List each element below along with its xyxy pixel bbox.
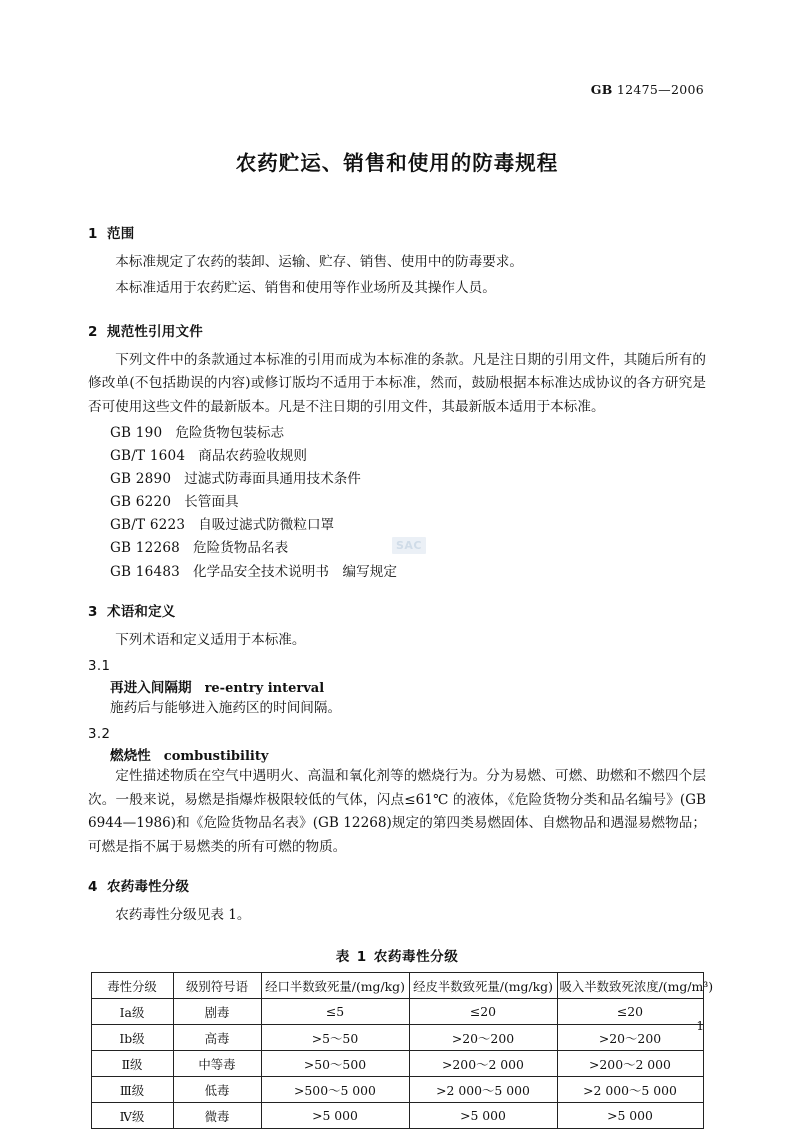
- cell-oral: >5 000: [261, 1103, 409, 1129]
- table-caption-label: 表: [335, 949, 350, 966]
- column-header-inhalation-lc50: 吸入半数致死浓度/(mg/m³): [557, 973, 703, 999]
- reference-code: GB 12268: [110, 540, 181, 557]
- clause-1-paragraph-2: 本标准适用于农药贮运、销售和使用等作业场所及其操作人员。: [115, 280, 496, 297]
- cell-symbol: 剧毒: [173, 999, 261, 1025]
- cell-oral: ≤5: [261, 999, 409, 1025]
- clause-title-4: 农药毒性分级: [107, 878, 190, 895]
- cell-symbol: 高毒: [173, 1025, 261, 1051]
- reference-title: 长管面具: [184, 494, 239, 511]
- column-header-dermal-ld50: 经皮半数致死量/(mg/kg): [409, 973, 557, 999]
- toxicity-classification-table: [91, 972, 714, 1129]
- reference-code: GB/T 6223: [110, 517, 186, 534]
- cell-grade: Ⅰb级: [91, 1025, 173, 1051]
- table-row: [91, 1051, 703, 1077]
- standard-number: 12475—2006: [612, 82, 704, 97]
- cell-oral: >5～50: [261, 1025, 409, 1051]
- cell-dermal: >5 000: [409, 1103, 557, 1129]
- cell-grade: Ⅰa级: [91, 999, 173, 1025]
- column-header-grade-symbol: 级别符号语: [173, 973, 261, 999]
- reference-code: GB 16483: [110, 563, 181, 580]
- term-definition-3-1: 施药后与能够进入施药区的时间间隔。: [110, 700, 342, 717]
- reference-code: GB/T 1604: [110, 447, 186, 464]
- list-item: [88, 445, 706, 468]
- document-body: [88, 222, 714, 1129]
- reference-title: 危险货物品名表: [193, 540, 289, 557]
- page-number: 1: [696, 1019, 704, 1033]
- clause-number-2: 2: [88, 323, 98, 340]
- spacer: [88, 584, 706, 600]
- cell-symbol: 微毒: [173, 1103, 261, 1129]
- table-caption-title: 农药毒性分级: [373, 949, 459, 966]
- term-definition-3-2: 定性描述物质在空气中遇明火、高温和氧化剂等的燃烧行为。分为易燃、可燃、助燃和不燃四个层次。一般来说，易燃是指爆炸极限较低的气体，闪点≤61℃ 的液体，《危险货物分类和品名编号》(GB 6944—1986)和《危险货物品名表》(GB 12268)规定的第四类易燃固体、自燃物品和遇湿易燃物品；可燃是指不属于易燃类的所有可燃的物质。: [88, 768, 706, 855]
- table-row: [91, 1077, 703, 1103]
- table-row: [91, 1103, 703, 1129]
- reference-code: GB 6220: [110, 494, 172, 511]
- table-caption-number: 1: [356, 949, 367, 966]
- list-item: [88, 491, 706, 514]
- cell-oral: >500～5 000: [261, 1077, 409, 1103]
- cell-symbol: 低毒: [173, 1077, 261, 1103]
- cell-grade: Ⅳ级: [91, 1103, 173, 1129]
- cell-inhalation: >200～2 000: [557, 1051, 703, 1077]
- clause-title-3: 术语和定义: [107, 603, 176, 620]
- cell-symbol: 中等毒: [173, 1051, 261, 1077]
- list-item: [88, 468, 706, 491]
- document-title: 农药贮运、销售和使用的防毒规程: [235, 151, 559, 175]
- clause-1-paragraph-1: 本标准规定了农药的装卸、运输、贮存、销售、使用中的防毒要求。: [115, 254, 523, 270]
- cell-dermal: >20～200: [409, 1025, 557, 1051]
- list-item: [88, 422, 706, 445]
- running-header: [591, 82, 704, 97]
- spacer: [88, 304, 706, 320]
- cell-inhalation: >2 000～5 000: [557, 1077, 703, 1103]
- clause-heading-1: [88, 222, 706, 242]
- cell-oral: >50～500: [261, 1051, 409, 1077]
- term-english: re-entry interval: [204, 681, 325, 697]
- clause-4-paragraph-1: 农药毒性分级见表 1。: [115, 906, 251, 923]
- reference-title: 化学品安全技术说明书 编写规定: [193, 563, 397, 580]
- clause-heading-4: [88, 875, 706, 895]
- clause-number-3: 3: [88, 603, 98, 620]
- standard-prefix: GB: [590, 82, 613, 97]
- clause-title-1: 范围: [107, 226, 135, 242]
- clause-2-paragraph-1: 下列文件中的条款通过本标准的引用而成为本标准的条款。凡是注日期的引用文件，其随后所有的修改单(不包括勘误的内容)或修订版均不适用于本标准，然而，鼓励根据本标准达成协议的各方研究是否可使用这些文件的最新版本。凡是不注日期的引用文件，其最新版本适用于本标准。: [88, 351, 706, 415]
- table-caption: [88, 945, 706, 965]
- clause-heading-3: [88, 600, 706, 620]
- table-row: [91, 1025, 703, 1051]
- cell-grade: Ⅱ级: [91, 1051, 173, 1077]
- term-entry-3-1: [88, 676, 706, 696]
- subclause-number-3-2: 3.2: [88, 727, 111, 743]
- cell-dermal: >200～2 000: [409, 1051, 557, 1077]
- term-chinese: 再进入间隔期: [110, 680, 192, 697]
- list-item: [88, 561, 706, 584]
- cell-grade: Ⅲ级: [91, 1077, 173, 1103]
- clause-number-1: 1: [88, 226, 98, 242]
- clause-heading-2: [88, 320, 706, 340]
- clause-number-4: 4: [88, 878, 98, 895]
- clause-3-paragraph-1: 下列术语和定义适用于本标准。: [115, 631, 306, 648]
- table-header-row: [91, 973, 703, 999]
- table-row: [91, 999, 703, 1025]
- normative-reference-list: [88, 422, 706, 584]
- spacer: [88, 859, 706, 875]
- term-entry-3-2: [88, 744, 706, 764]
- reference-title: 自吸过滤式防微粒口罩: [198, 517, 335, 534]
- term-chinese: 燃烧性: [110, 748, 151, 765]
- cell-inhalation: >20～200: [557, 1025, 703, 1051]
- column-header-oral-ld50: 经口半数致死量/(mg/kg): [261, 973, 409, 999]
- cell-inhalation: ≤20: [557, 999, 703, 1025]
- cell-dermal: >2 000～5 000: [409, 1077, 557, 1103]
- reference-title: 商品农药验收规则: [198, 447, 307, 464]
- term-english: combustibility: [163, 749, 269, 765]
- cell-dermal: ≤20: [409, 999, 557, 1025]
- sac-watermark: SAC: [392, 537, 426, 554]
- list-item: [88, 537, 706, 560]
- reference-title: 过滤式防毒面具通用技术条件: [184, 471, 361, 488]
- column-header-toxicity-grade: 毒性分级: [91, 973, 173, 999]
- reference-code: GB 2890: [110, 471, 172, 488]
- cell-inhalation: >5 000: [557, 1103, 703, 1129]
- list-item: [88, 514, 706, 537]
- reference-title: 危险货物包装标志: [175, 424, 285, 441]
- reference-code: GB 190: [110, 424, 163, 441]
- subclause-number-3-1: 3.1: [88, 659, 111, 675]
- clause-title-2: 规范性引用文件: [107, 323, 203, 340]
